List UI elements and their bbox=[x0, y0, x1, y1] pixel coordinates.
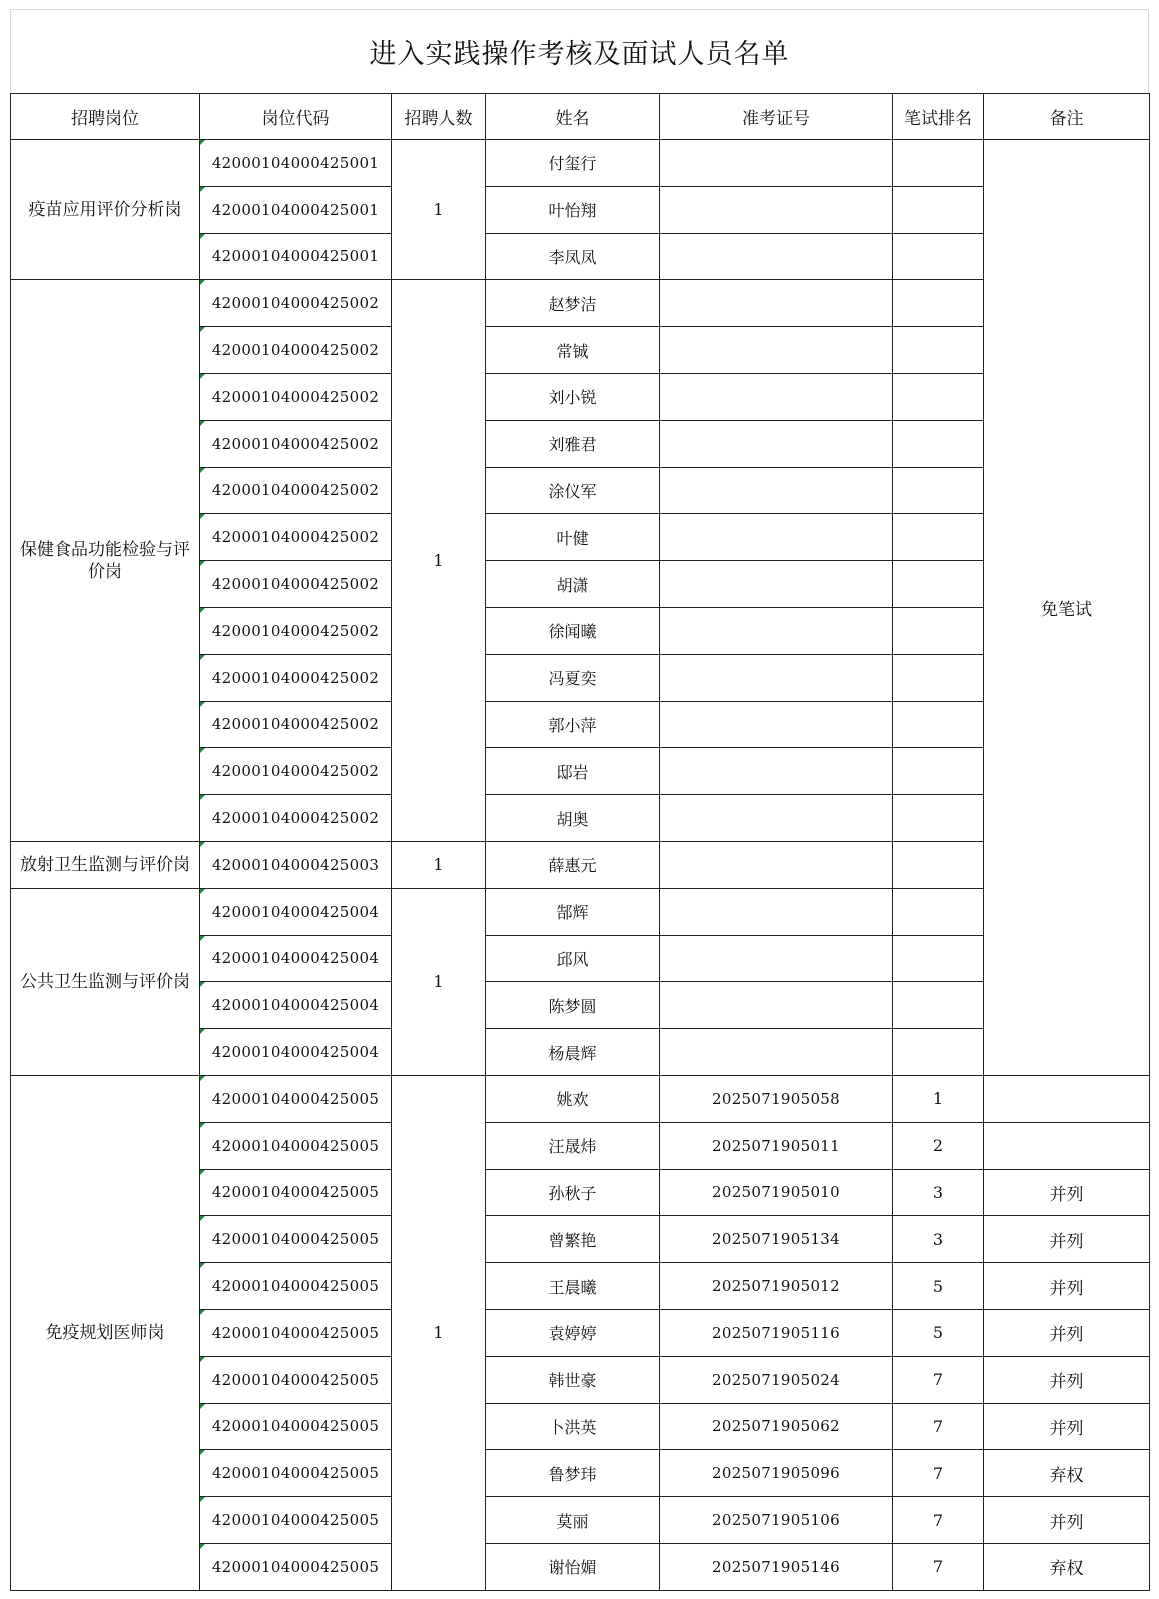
rank-cell[interactable] bbox=[893, 654, 984, 701]
code-cell[interactable] bbox=[200, 1403, 392, 1450]
ticket-cell[interactable] bbox=[660, 1029, 893, 1076]
position-cell[interactable]: 放射卫生监测与评价岗 bbox=[11, 841, 200, 888]
header-row bbox=[11, 94, 1150, 140]
text-format-indicator-icon bbox=[200, 889, 205, 894]
code-cell[interactable] bbox=[200, 1122, 392, 1169]
rank-cell[interactable] bbox=[893, 1029, 984, 1076]
ticket-cell[interactable] bbox=[660, 280, 893, 327]
code-cell[interactable] bbox=[200, 561, 392, 608]
name-cell[interactable]: 王晨曦 bbox=[486, 1263, 660, 1310]
name-cell[interactable]: 付玺行 bbox=[486, 140, 660, 187]
name-cell[interactable]: 曾繁艳 bbox=[486, 1216, 660, 1263]
ticket-cell[interactable] bbox=[660, 795, 893, 842]
ticket-cell[interactable]: 2025071905062 bbox=[660, 1403, 893, 1450]
rank-cell[interactable] bbox=[893, 140, 984, 187]
text-format-indicator-icon bbox=[200, 795, 205, 800]
text-format-indicator-icon bbox=[200, 748, 205, 753]
position-cell[interactable]: 免疫规划医师岗 bbox=[11, 1075, 200, 1590]
name-cell[interactable]: 叶健 bbox=[486, 514, 660, 561]
merged-note-cell[interactable]: 免笔试 bbox=[984, 140, 1150, 1076]
code-value: 42000104000425002 bbox=[211, 621, 380, 640]
rank-cell[interactable] bbox=[893, 373, 984, 420]
code-cell[interactable] bbox=[200, 514, 392, 561]
code-value: 42000104000425002 bbox=[211, 528, 380, 547]
ticket-cell[interactable]: 2025071905106 bbox=[660, 1497, 893, 1544]
text-format-indicator-icon bbox=[200, 1170, 205, 1175]
code-cell[interactable] bbox=[200, 327, 392, 374]
rank-cell[interactable] bbox=[893, 233, 984, 280]
text-format-indicator-icon bbox=[200, 655, 205, 660]
count-cell[interactable]: 1 bbox=[392, 888, 486, 1075]
rank-cell[interactable] bbox=[893, 327, 984, 374]
name-cell[interactable]: 谢怡媚 bbox=[486, 1543, 660, 1590]
text-format-indicator-icon bbox=[200, 1263, 205, 1268]
text-format-indicator-icon bbox=[200, 842, 205, 847]
rank-cell[interactable]: 5 bbox=[893, 1309, 984, 1356]
ticket-cell[interactable] bbox=[660, 140, 893, 187]
name-cell[interactable]: 涂仪军 bbox=[486, 467, 660, 514]
code-value: 42000104000425002 bbox=[211, 715, 380, 734]
name-cell[interactable]: 卜洪英 bbox=[486, 1403, 660, 1450]
rank-cell[interactable] bbox=[893, 935, 984, 982]
text-format-indicator-icon bbox=[200, 1123, 205, 1128]
code-value: 42000104000425005 bbox=[211, 1183, 380, 1202]
count-cell[interactable]: 1 bbox=[392, 140, 486, 280]
code-value: 42000104000425005 bbox=[211, 1277, 380, 1296]
code-value: 42000104000425005 bbox=[211, 1370, 380, 1389]
code-value: 42000104000425005 bbox=[211, 1464, 380, 1483]
ticket-cell[interactable] bbox=[660, 935, 893, 982]
ticket-cell[interactable] bbox=[660, 186, 893, 233]
ticket-cell[interactable]: 2025071905096 bbox=[660, 1450, 893, 1497]
text-format-indicator-icon bbox=[200, 514, 205, 519]
code-value: 42000104000425003 bbox=[211, 855, 380, 874]
ticket-cell[interactable] bbox=[660, 514, 893, 561]
code-value: 42000104000425004 bbox=[211, 1043, 380, 1062]
name-cell[interactable]: 胡潇 bbox=[486, 561, 660, 608]
text-format-indicator-icon bbox=[200, 1216, 205, 1221]
header-note[interactable]: 备注 bbox=[984, 94, 1150, 140]
text-format-indicator-icon bbox=[200, 280, 205, 285]
table-row bbox=[11, 888, 1150, 935]
code-value: 42000104000425002 bbox=[211, 387, 380, 406]
rank-cell[interactable] bbox=[893, 280, 984, 327]
code-cell[interactable] bbox=[200, 1029, 392, 1076]
code-cell[interactable] bbox=[200, 841, 392, 888]
name-cell[interactable]: 徐闻曦 bbox=[486, 607, 660, 654]
text-format-indicator-icon bbox=[200, 234, 205, 239]
name-cell[interactable]: 赵梦洁 bbox=[486, 280, 660, 327]
text-format-indicator-icon bbox=[200, 1357, 205, 1362]
code-cell[interactable] bbox=[200, 467, 392, 514]
code-value: 42000104000425004 bbox=[211, 996, 380, 1015]
code-cell[interactable] bbox=[200, 701, 392, 748]
code-cell[interactable] bbox=[200, 1543, 392, 1590]
code-value: 42000104000425005 bbox=[211, 1323, 380, 1342]
code-value: 42000104000425005 bbox=[211, 1557, 380, 1576]
note-cell[interactable]: 弃权 bbox=[984, 1543, 1150, 1590]
ticket-cell[interactable]: 2025071905116 bbox=[660, 1309, 893, 1356]
count-cell[interactable]: 1 bbox=[392, 280, 486, 842]
code-cell[interactable] bbox=[200, 935, 392, 982]
text-format-indicator-icon bbox=[200, 468, 205, 473]
code-value: 42000104000425004 bbox=[211, 902, 380, 921]
note-cell[interactable]: 并列 bbox=[984, 1263, 1150, 1310]
page-title: 进入实践操作考核及面试人员名单 bbox=[369, 39, 790, 70]
name-cell[interactable]: 李凤凤 bbox=[486, 233, 660, 280]
rank-cell[interactable]: 1 bbox=[893, 1075, 984, 1122]
code-cell[interactable] bbox=[200, 748, 392, 795]
header-code[interactable]: 岗位代码 bbox=[200, 94, 392, 140]
text-format-indicator-icon bbox=[200, 374, 205, 379]
name-cell[interactable]: 姚欢 bbox=[486, 1075, 660, 1122]
ticket-cell[interactable]: 2025071905010 bbox=[660, 1169, 893, 1216]
name-cell[interactable]: 胡奥 bbox=[486, 795, 660, 842]
code-value: 42000104000425005 bbox=[211, 1417, 380, 1436]
text-format-indicator-icon bbox=[200, 936, 205, 941]
ticket-cell[interactable]: 2025071905011 bbox=[660, 1122, 893, 1169]
rank-cell[interactable] bbox=[893, 420, 984, 467]
rank-cell[interactable]: 7 bbox=[893, 1356, 984, 1403]
code-cell[interactable] bbox=[200, 420, 392, 467]
text-format-indicator-icon bbox=[200, 561, 205, 566]
code-cell[interactable] bbox=[200, 233, 392, 280]
note-cell[interactable]: 并列 bbox=[984, 1309, 1150, 1356]
ticket-cell[interactable] bbox=[660, 748, 893, 795]
rank-cell[interactable]: 7 bbox=[893, 1497, 984, 1544]
text-format-indicator-icon bbox=[200, 1450, 205, 1455]
code-cell[interactable] bbox=[200, 1309, 392, 1356]
rank-cell[interactable]: 5 bbox=[893, 1263, 984, 1310]
text-format-indicator-icon bbox=[200, 608, 205, 613]
name-cell[interactable]: 郭小萍 bbox=[486, 701, 660, 748]
note-cell[interactable]: 并列 bbox=[984, 1497, 1150, 1544]
text-format-indicator-icon bbox=[200, 1029, 205, 1034]
code-cell[interactable] bbox=[200, 982, 392, 1029]
text-format-indicator-icon bbox=[200, 702, 205, 707]
table-row bbox=[11, 280, 1150, 327]
code-value: 42000104000425002 bbox=[211, 809, 380, 828]
note-cell[interactable] bbox=[984, 1122, 1150, 1169]
code-cell[interactable] bbox=[200, 1169, 392, 1216]
name-cell[interactable]: 汪晟炜 bbox=[486, 1122, 660, 1169]
ticket-cell[interactable] bbox=[660, 467, 893, 514]
rank-cell[interactable] bbox=[893, 748, 984, 795]
code-value: 42000104000425002 bbox=[211, 294, 380, 313]
roster-table bbox=[10, 93, 1150, 1591]
code-cell[interactable] bbox=[200, 1216, 392, 1263]
count-cell[interactable]: 1 bbox=[392, 1075, 486, 1590]
name-cell[interactable]: 叶怡翔 bbox=[486, 186, 660, 233]
ticket-cell[interactable] bbox=[660, 420, 893, 467]
table-row bbox=[11, 140, 1150, 187]
ticket-cell[interactable] bbox=[660, 982, 893, 1029]
header-rank[interactable]: 笔试排名 bbox=[893, 94, 984, 140]
name-cell[interactable]: 鲁梦玮 bbox=[486, 1450, 660, 1497]
code-value: 42000104000425002 bbox=[211, 575, 380, 594]
code-cell[interactable] bbox=[200, 280, 392, 327]
ticket-cell[interactable]: 2025071905058 bbox=[660, 1075, 893, 1122]
header-count[interactable]: 招聘人数 bbox=[392, 94, 486, 140]
ticket-cell[interactable] bbox=[660, 607, 893, 654]
rank-cell[interactable] bbox=[893, 607, 984, 654]
count-cell[interactable]: 1 bbox=[392, 841, 486, 888]
code-value: 42000104000425002 bbox=[211, 341, 380, 360]
rank-cell[interactable] bbox=[893, 186, 984, 233]
name-cell[interactable]: 邸岩 bbox=[486, 748, 660, 795]
ticket-cell[interactable] bbox=[660, 327, 893, 374]
name-cell[interactable]: 刘小锐 bbox=[486, 373, 660, 420]
code-value: 42000104000425002 bbox=[211, 668, 380, 687]
code-value: 42000104000425002 bbox=[211, 481, 380, 500]
name-cell[interactable]: 薛惠元 bbox=[486, 841, 660, 888]
rank-cell[interactable] bbox=[893, 795, 984, 842]
ticket-cell[interactable]: 2025071905146 bbox=[660, 1543, 893, 1590]
name-cell[interactable]: 常铖 bbox=[486, 327, 660, 374]
name-cell[interactable]: 杨晨辉 bbox=[486, 1029, 660, 1076]
rank-cell[interactable]: 7 bbox=[893, 1403, 984, 1450]
ticket-cell[interactable] bbox=[660, 701, 893, 748]
rank-cell[interactable]: 7 bbox=[893, 1543, 984, 1590]
name-cell[interactable]: 刘雅君 bbox=[486, 420, 660, 467]
rank-cell[interactable] bbox=[893, 982, 984, 1029]
note-cell[interactable]: 弃权 bbox=[984, 1450, 1150, 1497]
code-value: 42000104000425002 bbox=[211, 762, 380, 781]
code-value: 42000104000425005 bbox=[211, 1089, 380, 1108]
position-cell[interactable]: 公共卫生监测与评价岗 bbox=[11, 888, 200, 1075]
code-value: 42000104000425005 bbox=[211, 1511, 380, 1529]
code-value: 42000104000425001 bbox=[211, 247, 380, 266]
code-cell[interactable] bbox=[200, 1356, 392, 1403]
code-cell[interactable] bbox=[200, 1497, 392, 1544]
ticket-cell[interactable] bbox=[660, 888, 893, 935]
sheet-title-cell[interactable] bbox=[10, 9, 1149, 93]
table-body bbox=[11, 140, 1150, 1591]
code-value: 42000104000425005 bbox=[211, 1136, 380, 1155]
code-value: 42000104000425004 bbox=[211, 949, 380, 968]
ticket-cell[interactable]: 2025071905024 bbox=[660, 1356, 893, 1403]
text-format-indicator-icon bbox=[200, 421, 205, 426]
text-format-indicator-icon bbox=[200, 1310, 205, 1315]
code-value: 42000104000425005 bbox=[211, 1230, 380, 1249]
rank-cell[interactable] bbox=[893, 467, 984, 514]
text-format-indicator-icon bbox=[200, 1404, 205, 1409]
code-value: 42000104000425001 bbox=[211, 200, 380, 219]
ticket-cell[interactable] bbox=[660, 373, 893, 420]
rank-cell[interactable] bbox=[893, 514, 984, 561]
text-format-indicator-icon bbox=[200, 1544, 205, 1549]
rank-cell[interactable]: 3 bbox=[893, 1216, 984, 1263]
note-cell[interactable]: 并列 bbox=[984, 1356, 1150, 1403]
name-cell[interactable]: 韩世豪 bbox=[486, 1356, 660, 1403]
code-cell[interactable] bbox=[200, 654, 392, 701]
header-position[interactable]: 招聘岗位 bbox=[11, 94, 200, 140]
text-format-indicator-icon bbox=[200, 982, 205, 987]
ticket-cell[interactable] bbox=[660, 233, 893, 280]
note-cell[interactable]: 并列 bbox=[984, 1216, 1150, 1263]
code-value: 42000104000425002 bbox=[211, 434, 380, 453]
ticket-cell[interactable] bbox=[660, 561, 893, 608]
name-cell[interactable]: 陈梦圆 bbox=[486, 982, 660, 1029]
ticket-cell[interactable] bbox=[660, 654, 893, 701]
ticket-cell[interactable]: 2025071905134 bbox=[660, 1216, 893, 1263]
name-cell[interactable]: 莫丽 bbox=[486, 1497, 660, 1544]
rank-cell[interactable] bbox=[893, 841, 984, 888]
note-cell[interactable] bbox=[984, 1075, 1150, 1122]
code-cell[interactable] bbox=[200, 1075, 392, 1122]
header-name[interactable]: 姓名 bbox=[486, 94, 660, 140]
rank-cell[interactable]: 2 bbox=[893, 1122, 984, 1169]
position-cell[interactable]: 保健食品功能检验与评价岗 bbox=[11, 280, 200, 842]
code-cell[interactable] bbox=[200, 140, 392, 187]
rank-cell[interactable] bbox=[893, 701, 984, 748]
name-cell[interactable]: 袁婷婷 bbox=[486, 1309, 660, 1356]
code-value: 42000104000425001 bbox=[211, 153, 380, 172]
code-cell[interactable] bbox=[200, 795, 392, 842]
rank-cell[interactable]: 7 bbox=[893, 1450, 984, 1497]
text-format-indicator-icon bbox=[200, 1076, 205, 1081]
code-cell[interactable] bbox=[200, 607, 392, 654]
text-format-indicator-icon bbox=[200, 187, 205, 192]
code-cell[interactable] bbox=[200, 1263, 392, 1310]
code-cell[interactable] bbox=[200, 1450, 392, 1497]
header-ticket[interactable]: 准考证号 bbox=[660, 94, 893, 140]
text-format-indicator-icon bbox=[200, 140, 205, 145]
position-cell[interactable]: 疫苗应用评价分析岗 bbox=[11, 140, 200, 280]
code-cell[interactable] bbox=[200, 373, 392, 420]
rank-cell[interactable]: 3 bbox=[893, 1169, 984, 1216]
ticket-cell[interactable]: 2025071905012 bbox=[660, 1263, 893, 1310]
table-row bbox=[11, 1075, 1150, 1122]
ticket-cell[interactable] bbox=[660, 841, 893, 888]
code-cell[interactable] bbox=[200, 186, 392, 233]
note-cell[interactable]: 并列 bbox=[984, 1403, 1150, 1450]
code-cell[interactable] bbox=[200, 888, 392, 935]
text-format-indicator-icon bbox=[200, 327, 205, 332]
text-format-indicator-icon bbox=[200, 1497, 205, 1502]
rank-cell[interactable] bbox=[893, 561, 984, 608]
name-cell[interactable]: 孙秋子 bbox=[486, 1169, 660, 1216]
name-cell[interactable]: 邱风 bbox=[486, 935, 660, 982]
name-cell[interactable]: 郜辉 bbox=[486, 888, 660, 935]
rank-cell[interactable] bbox=[893, 888, 984, 935]
table-row bbox=[11, 841, 1150, 888]
note-cell[interactable]: 并列 bbox=[984, 1169, 1150, 1216]
name-cell[interactable]: 冯夏奕 bbox=[486, 654, 660, 701]
